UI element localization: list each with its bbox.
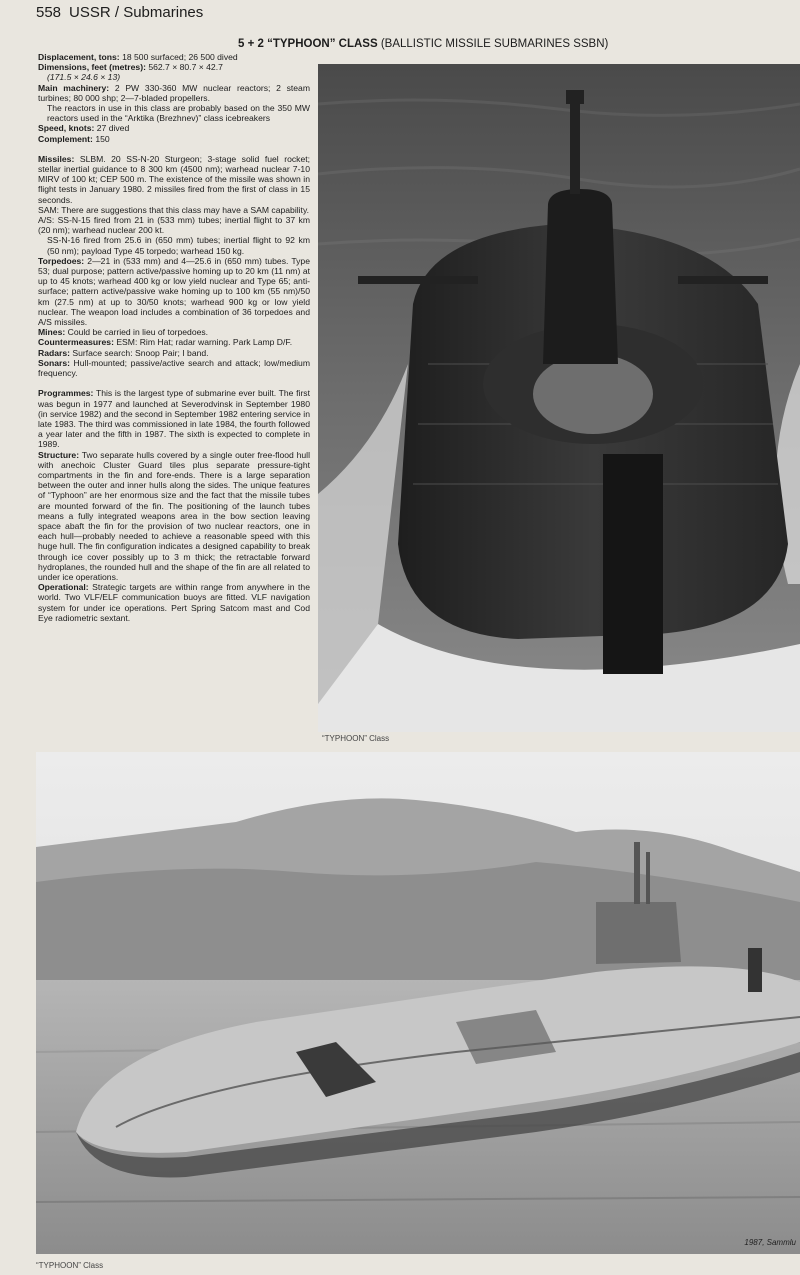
displacement-line: [38, 52, 310, 62]
submarine-illustration-top: [318, 64, 800, 732]
machinery-value: 2 PW 330-360 MW nuclear reactors; 2 steam turbines; 80 000 shp; 2—7-bladed propellers.: [38, 82, 310, 103]
complement-value: 150: [95, 133, 110, 144]
sonars-line: [38, 358, 310, 378]
page-header: [36, 4, 203, 21]
photo-credit: 1987, Sammlu: [744, 1238, 796, 1247]
section-title: USSR / Submarines: [69, 4, 204, 21]
sonars-value: Hull-mounted; passive/active search and attack; low/medium frequency.: [38, 357, 310, 379]
programmes-value: This is the largest type of submarine ever built. The first was begun in 1977 and launched at Severodvinsk in September 1980 (in service 1982) and the second in September 1982 entering service in late 1983. The third was commissioned in late 1984, the fourth followed a year later and the fifth in 1987. The sixth is expected to complete in 1989.: [38, 388, 310, 450]
operational-value: Strategic targets are within range from anywhere in the world. Two VLF/ELF communication buoys are fitted. VLF navigation system for under ice operations. Pert Spring Satcom mast and Cod Eye radiometric sextant.: [38, 582, 310, 623]
complement-line: [38, 134, 310, 144]
submarine-photo-bottom: [36, 752, 800, 1254]
speed-label: Speed, knots:: [38, 123, 95, 134]
speed-value: 27 dived: [96, 123, 130, 134]
programmes-line: [38, 388, 310, 449]
photo-caption-top: “TYPHOON” Class: [322, 734, 390, 743]
class-name: 5 + 2 “TYPHOON” CLASS: [238, 38, 378, 50]
as-ss-n-15-line: A/S: SS-N-15 fired from 21 in (533 mm) tubes; inertial flight to 37 km (20 nm); warhead nuclear 200 kt.: [38, 215, 310, 236]
structure-label: Structure:: [38, 449, 80, 460]
dimensions-value: 562.7 × 80.7 × 42.7: [148, 62, 223, 73]
programmes-label: Programmes:: [38, 388, 94, 399]
operational-label: Operational:: [38, 582, 89, 593]
torpedoes-label: Torpedoes:: [38, 255, 85, 266]
sonars-label: Sonars:: [38, 357, 70, 368]
machinery-label: Main machinery:: [38, 82, 110, 93]
countermeasures-value: ESM: Rim Hat; radar warning. Park Lamp D/F.: [116, 337, 293, 348]
mines-line: [38, 327, 310, 337]
complement-label: Complement:: [38, 133, 93, 144]
radars-line: [38, 348, 310, 358]
class-title: [238, 38, 798, 50]
radars-label: Radars:: [38, 347, 70, 358]
dimensions-metric: (171.5 × 24.6 × 13): [47, 72, 121, 83]
page-number: 558: [36, 4, 62, 21]
dimensions-line: [38, 62, 310, 72]
submarine-photo-top: [318, 64, 800, 732]
missiles-line: [38, 154, 310, 205]
countermeasures-label: Countermeasures:: [38, 337, 114, 348]
operational-line: [38, 582, 310, 623]
mines-value: Could be carried in lieu of torpedoes.: [67, 327, 209, 338]
class-subtitle: (BALLISTIC MISSILE SUBMARINES SSBN): [380, 38, 609, 50]
torpedoes-line: [38, 256, 310, 327]
ss-n-16-line: SS-N-16 fired from 25.6 in (650 mm) tubes; inertial flight to 92 km (50 nm); payload Type 45 torpedo; warhead 150 kg.: [47, 235, 310, 256]
mines-label: Mines:: [38, 327, 66, 338]
torpedoes-value: 2—21 in (533 mm) and 4—25.6 in (650 mm) tubes. Type 53; dual purpose; pattern active/passive homing up to 20 km (11 nm) at up to 45 knots; warhead 400 kg or low yield nuclear and Type 65; anti-surface; pattern active/passive wake homing up to 100 km (55 nm)/50 km (27.5 nm) at up to 30/50 knots; warhead 900 kg or low yield nuclear. The weapon load includes a combination of 36 torpedoes and A/S missiles.: [38, 255, 310, 328]
machinery-note: The reactors in use in this class are probably based on the 350 MW reactors used in the “Arktika (Brezhnev)” class icebreakers: [47, 103, 310, 124]
dimensions-label: Dimensions, feet (metres):: [38, 62, 146, 73]
text-column: [38, 52, 310, 623]
sam-line: SAM: There are suggestions that this class may have a SAM capability.: [38, 204, 309, 215]
displacement-label: Displacement, tons:: [38, 52, 120, 62]
submarine-illustration-bottom: [36, 752, 800, 1254]
photo-caption-bottom: “TYPHOON” Class: [36, 1261, 104, 1270]
countermeasures-line: [38, 337, 310, 347]
structure-value: Two separate hulls covered by a single outer free-flood hull with anechoic Cluster Guard tiles plus separate pressure-tight compartments in the fin and fore-ends. There is a large separation between the outer and inner hulls along the sides. The unique features of “Typhoon” are her enormous size and the fact that the missile tubes are mounted forward of the fin. The positioning of the launch tubes means a fully integrated weapons area in the bow section leaving space abaft the fin for the provision of two nuclear reactors, one in each hull—probably needed to achieve a reasonable speed with this huge hull. The fin configuration indicates a designed capability to break through ice cover possibly up to 3 m thick; the retractable forward hydroplanes, the rounded hull and the shape of the fin are all related to under ice operations.: [38, 449, 310, 582]
structure-line: [38, 450, 310, 583]
missiles-value: SLBM. 20 SS-N-20 Sturgeon; 3-stage solid fuel rocket; stellar inertial guidance to 8 300 km (4500 nm); warhead nuclear 7-10 MIRV of 100 kt; CEP 500 m. The existence of the missile was shown in flight tests in January 1980. 2 missiles fired from the first of class in 15 seconds.: [38, 153, 311, 205]
machinery-line: [38, 83, 310, 103]
displacement-value: 18 500 surfaced; 26 500 dived: [122, 52, 238, 62]
missiles-label: Missiles:: [38, 153, 75, 164]
speed-line: [38, 123, 310, 133]
radars-value: Surface search: Snoop Pair; I band.: [72, 347, 209, 358]
